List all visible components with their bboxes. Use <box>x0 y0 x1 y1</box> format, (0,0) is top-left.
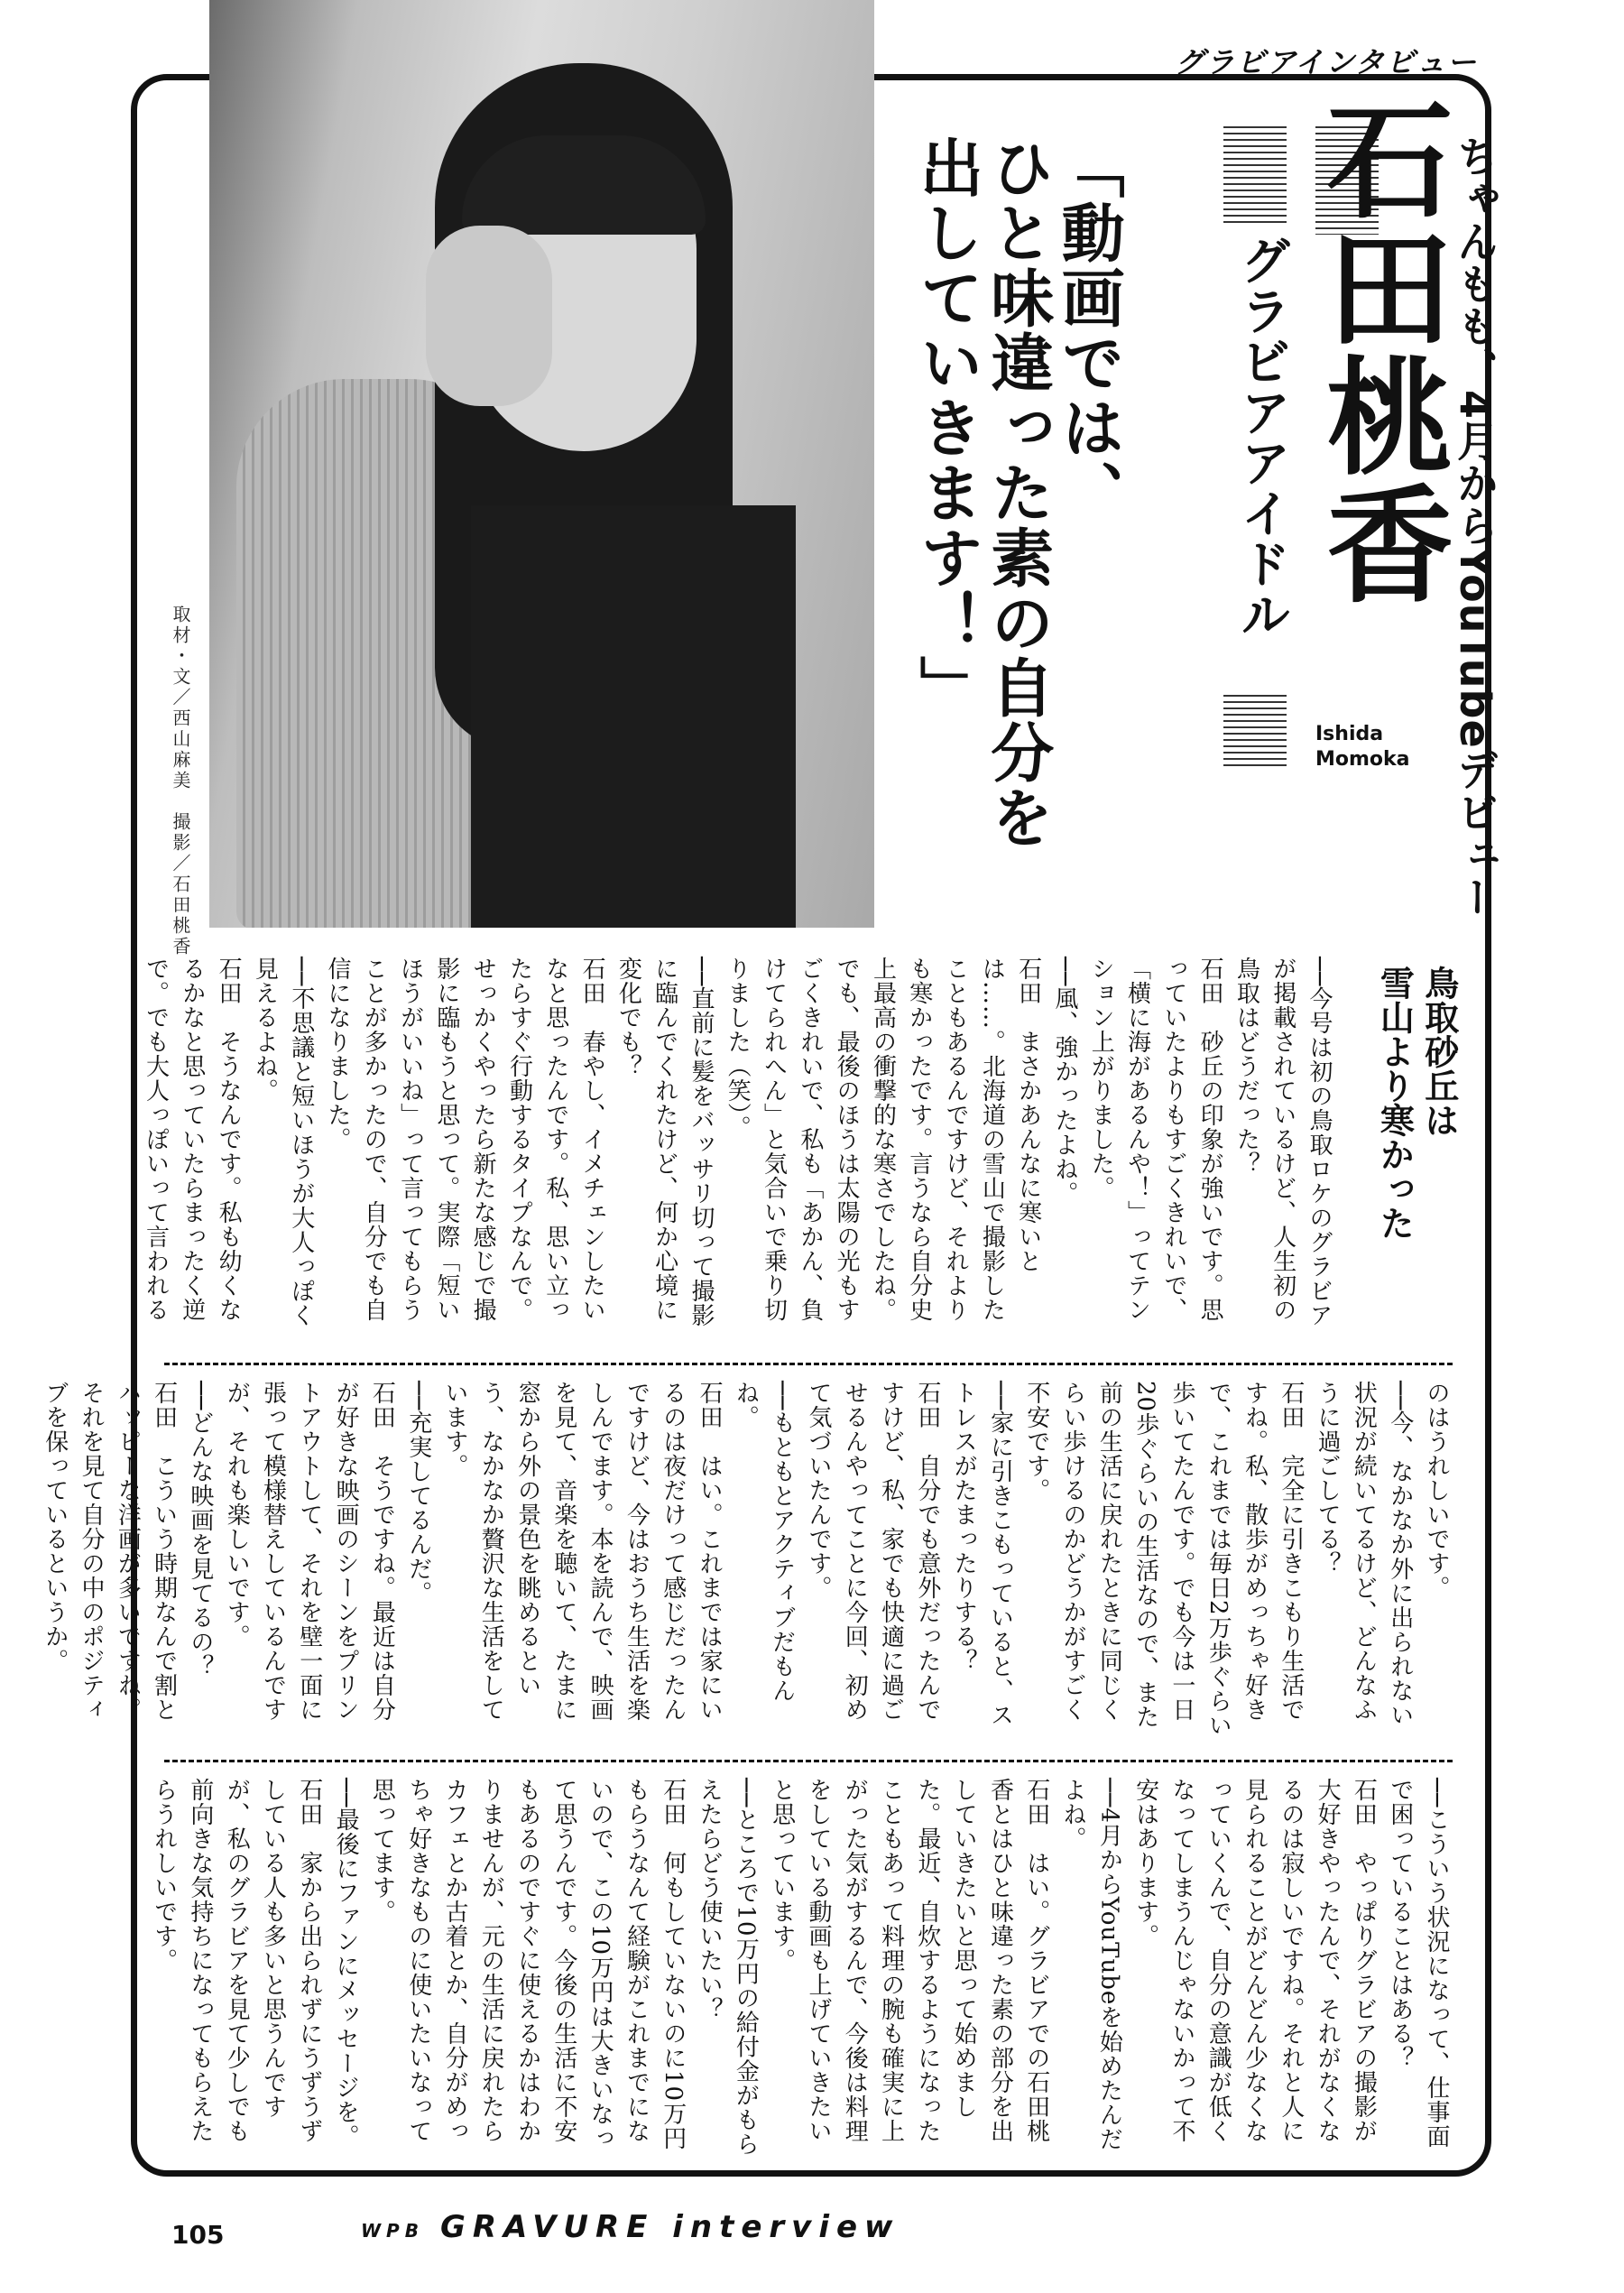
hatch-decoration <box>1223 695 1287 767</box>
hatch-decoration <box>1223 126 1287 226</box>
footer-title: WPB GRAVURE interview <box>361 2209 900 2245</box>
article-column-3: ──こういう状況になって、仕事面で困っていることはある？ 石田 やっぱりグラビアの撮影が大好きやったんで、それがなくなるのは寂しいですね。それと人に見られることがどんどん少なくなっていくんで、自分の意識が低くなってしまうんじゃないかって不安はあります。 ──4月からYouTubeを始めたんだよね。 石田 はい。グラビアでの石田桃香とはひと味違った素の部分を出していきたいと思って始めました。最近、自炊するようになったこともあって料理の腕も確実に上がった気がするんで、今後は料理をしている動画も上げていきたいと思っています。 ──ところで10万円の給付金がもらえたらどう使いたい？ 石田 何もしていないのに10万円もらうなんて経験がこれまでにないので、この10万円は大きいなって思うんです。今後の生活に不安もあるのですぐに使えるかはわかりませんが、元の生活に戻れたらカフェとか古着とか、自分がめっちゃ好きなものに使いたいなって思ってます。 ──最後にファンにメッセージを。 石田 家から出られずにうずうずしている人も多いと思うんですが、私のグラビアを見て少しでも前向きな気持ちになってもらえたらうれしいです。 <box>150 1778 1450 2157</box>
interviewee-name: 石田桃香 <box>1306 95 1453 607</box>
article-column-2: のはうれしいです。 ──今、なかなか外に出られない状況が続いてるけど、どんなふうに過ごしてる？ 石田 完全に引きこもり生活ですね。私、散歩がめっちゃ好きで、これまでは毎日2万歩ぐらい歩いてたんです。でも今は一日20歩ぐらいの生活なので、また前の生活に戻れたときに同じくらい歩けるのかどうかがすごく不安です。 ──家に引きこもっていると、ストレスがたまったりする？ 石田 自分でも意外だったんですけど、私、家でも快適に過ごせるんやってことに今回、初めて気づいたんです。 ──もともとアクティブだもんね。 石田 はい。これまでは家にいるのは夜だけって感じだったんですけど、今はおうち生活を楽しんでます。本を読んで、映画を見て、音楽を聴いて、たまに窓から外の景色を眺めるという、なかなか贅沢な生活をしています。 ──充実してるんだ。 石田 そうですね。最近は自分が好きな映画のシーンをプリントアウトして、それを壁一面に張って模様替えしているんですが、それも楽しいです。 ──どんな映画を見てるの？ 石田 こういう時期なんで割とハッピーな洋画が多いですね。それを見て自分の中のポジティブを保っているというか。 <box>41 1381 1450 1738</box>
name-romaji: Ishida Momoka <box>1315 723 1410 771</box>
portrait-photo <box>209 0 874 928</box>
corner-label: グラビアインタビュー <box>1175 45 1478 79</box>
photo-credits: 取材・文／西山麻美 撮影／石田桃香 <box>170 605 191 957</box>
subhead: ちゃんもも、4月からYouTubeデビュー <box>1451 135 1499 919</box>
article-column-1: ──今号は初の鳥取ロケのグラビアが掲載されているけど、人生初の鳥取はどうだった？ 石田 砂丘の印象が強いです。思っていたよりもすごくきれいで、「横に海があるんや！」ってテンション上がりました。 ──風、強かったよね。 石田 まさかあんなに寒いとは……。北海道の雪山で撮影したこともあるんですけど、それよりも寒かったです。言うなら自分史上最高の衝撃的な寒さでしたね。でも、最後のほうは太陽の光もすごくきれいで、私も「あかん、負けてられへん」と気合いで乗り切りました（笑）。 ──直前に髪をバッサリ切って撮影に臨んでくれたけど、何か心境に変化でも？ 石田 春やし、イメチェンしたいなと思ったんです。私、思い立ったらすぐ行動するタイプなんで。せっかくやったら新たな感じで撮影に臨もうと思って。実際「短いほうがいいね」って言ってもらうことが多かったので、自分でも自信になりました。 ──不思議と短いほうが大人っぽく見えるよね。 石田 そうなんです。私も幼くなるかなと思っていたらまったく逆で。でも大人っぽいって言われる <box>142 957 1333 1328</box>
headline: 「動画では、 ひと味違った素の自分を 出していきます！」 <box>909 135 1126 850</box>
column-divider <box>164 1363 1454 1365</box>
page-number: 105 <box>171 2220 225 2250</box>
column-divider <box>164 1760 1454 1762</box>
section-title: 鳥取砂丘は 雪山より寒かった <box>1374 966 1459 1240</box>
role-label: グラビアアイドル <box>1232 235 1291 639</box>
